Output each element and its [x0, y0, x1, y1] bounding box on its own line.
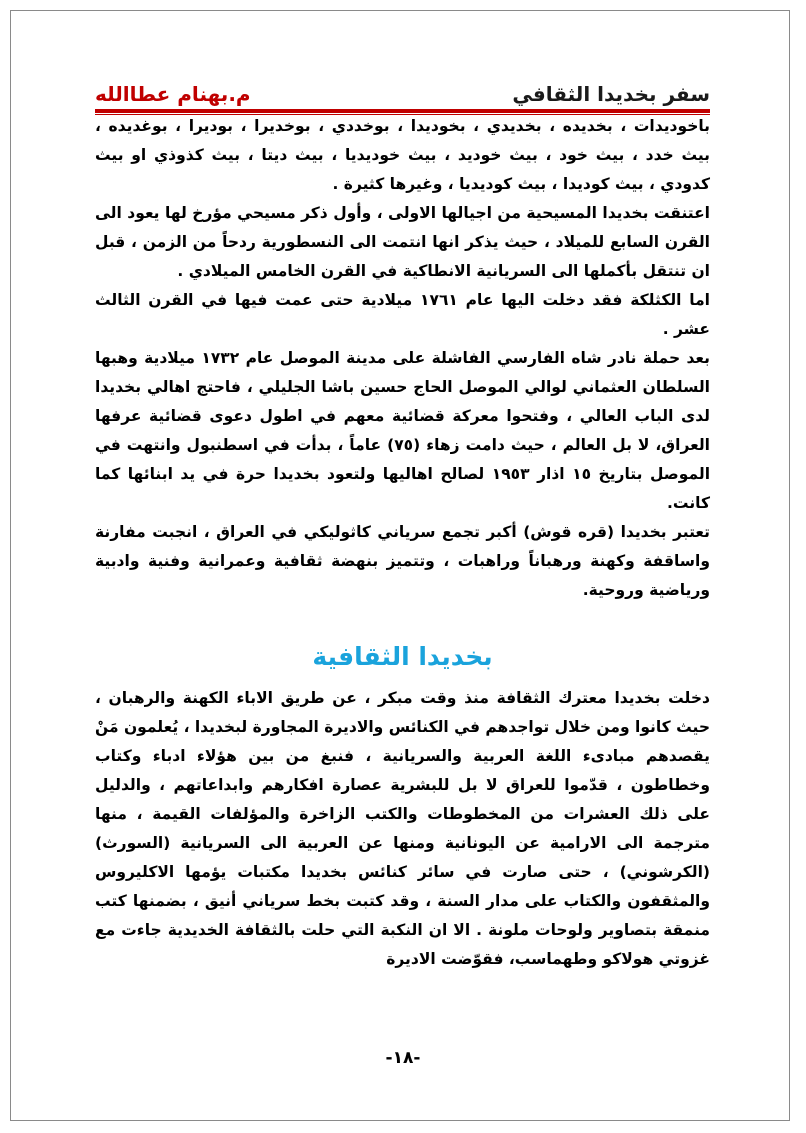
book-title: سفر بخديدا الثقافي [512, 82, 710, 106]
section-text [95, 684, 710, 974]
paragraph: بعد حملة نادر شاه الفارسي الفاشلة على مدينة الموصل عام ١٧٣٢ ميلادية وهبها السلطان العثماني لوالي الموصل الحاج حسين باشا الجليلي ، فاحتج اهالي بخديدا لدى الباب العالي ، وفتحوا معركة قضائية معهم في اطول دعوى قضائية عرفها العراق، لا بل العالم ، حيث دامت زهاء (٧٥) عاماً ، بدأت في اسطنبول وانتهت في الموصل بتاريخ ١٥ اذار ١٩٥٣ لصالح اهاليها ولتعود بخديدا حرة في يد ابنائها كما كانت. [95, 349, 711, 512]
section-heading: بخديدا الثقافية [312, 642, 493, 671]
paragraph: اما الكثلكة فقد دخلت اليها عام ١٧٦١ ميلادية حتى عمت فيها في القرن الثالث عشر . [95, 291, 710, 338]
running-header [95, 82, 710, 108]
author-name: م.بهنام عطاالله [95, 82, 251, 106]
paragraph: اعتنقت بخديدا المسيحية من اجيالها الاولى ، وأول ذكر مسيحي مؤرخ لها يعود الى القرن السابع للميلاد ، حيث يذكر انها انتمت الى النسطورية ردحاً من الزمن ، قبل ان تنتقل بأكملها الى السريانية الانطاكية في القرن الخامس الميلادي . [95, 204, 710, 280]
paragraph: باخوديدات ، بخديده ، بخديدي ، بخوديدا ، بوخددي ، بوخديرا ، بوديرا ، بوغديده ، بيث خدد ، بيث خود ، بيث خوديد ، بيث خوديديا ، بيث ديتا ، بيث كذوذي او بيث كدودي ، بيث كوديدا ، بيث كوديديا ، وغيرها كثيرة . [95, 117, 710, 193]
paragraph: دخلت بخديدا معترك الثقافة منذ وقت مبكر ، عن طريق الاباء الكهنة والرهبان ، حيث كانوا ومن خلال تواجدهم في الكنائس والاديرة المجاورة لبخديدا ، يُعلمون مَنْ يقصدهم مبادىء اللغة العربية والسريانية ، فنبغ من بين هؤلاء ادباء وكتاب وخطاطون ، قدّموا للعراق لا بل للبشرية عصارة افكارهم وابداعاتهم ، والدليل على ذلك العشرات من المخطوطات والكتب الزاخرة والمؤلفات القيمة ، منها مترجمة الى الارامية عن اليونانية ومنها عن العربية الى السريانية (السورث) (الكرشوني) ، حتى صارت في سائر كنائس بخديدا مكتبات يؤمها الاكليروس والمثقفون والكتاب على مدار السنة ، وقد كتبت بخط سرياني أنيق ، بضمنها كتب منمقة بتصاوير ولوحات ملونة . الا ان النكبة التي حلت بالثقافة الخديدية جاءت مع غزوتي هولاكو وطهماسب، فقوّضت الاديرة [95, 689, 710, 968]
page-number: -١٨- [385, 1048, 421, 1068]
paragraph: تعتبر بخديدا (قره قوش) أكبر تجمع سرياني كاثوليكي في العراق ، انجبت مفارنة واساقفة وكهنة ورهباناً وراهبات ، وتتميز بنهضة ثقافية وعمرانية وفنية وادبية ورياضية وروحية. [95, 523, 710, 599]
intro-text [95, 112, 710, 605]
